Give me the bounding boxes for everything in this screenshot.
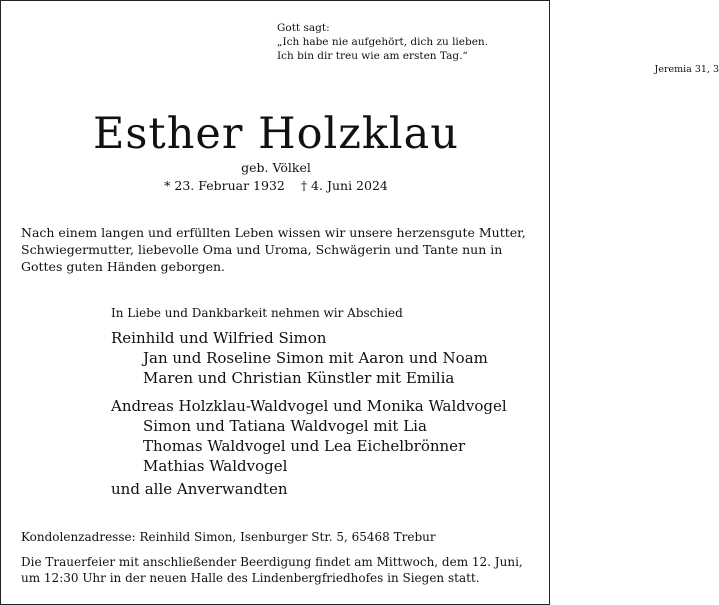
bible-quote	[277, 21, 719, 75]
other-relatives: und alle Anverwandten	[111, 480, 288, 498]
family-member: Thomas Waldvogel und Lea Eichelbrönner	[143, 437, 466, 455]
family-list	[111, 328, 507, 476]
birth-date: * 23. Februar 1932	[164, 178, 285, 193]
thanks-line: In Liebe und Dankbarkeit nehmen wir Abschied	[111, 306, 403, 320]
death-date: † 4. Juni 2024	[300, 178, 388, 193]
family-member: Jan und Roseline Simon mit Aaron und Noam	[143, 349, 488, 367]
quote-source: Jeremia 31, 3	[654, 64, 719, 75]
quote-line-1: „Ich habe nie aufgehört, dich zu lieben.	[277, 36, 489, 48]
life-dates	[1, 178, 551, 193]
condolence-address: Kondolenzadresse: Reinhild Simon, Isenburger Str. 5, 65468 Trebur	[21, 530, 436, 544]
family-member: Mathias Waldvogel	[143, 457, 288, 475]
family-group-2-lead: Andreas Holzklau-Waldvogel und Monika Waldvogel	[111, 397, 507, 415]
family-group-1-lead: Reinhild und Wilfried Simon	[111, 329, 327, 347]
family-member: Maren und Christian Künstler mit Emilia	[143, 369, 455, 387]
funeral-info: Die Trauerfeier mit anschließender Beerdigung findet am Mittwoch, dem 12. Juni, um 12:30 Uhr in der neuen Halle des Lindenbergfriedhofes in Siegen statt.	[21, 555, 523, 585]
family-member: Simon und Tatiana Waldvogel mit Lia	[143, 417, 427, 435]
quote-line-2: Ich bin dir treu wie am ersten Tag.“	[277, 50, 468, 62]
quote-intro: Gott sagt:	[277, 22, 330, 34]
birth-name: geb. Völkel	[241, 160, 311, 175]
deceased-name: Esther Holzklau	[92, 109, 460, 159]
intro-text: Nach einem langen und erfüllten Leben wissen wir unsere herzensgute Mutter, Schwiegermutter, liebevolle Oma und Uroma, Schwägerin und Tante nun in Gottes guten Händen geborgen.	[21, 225, 526, 274]
